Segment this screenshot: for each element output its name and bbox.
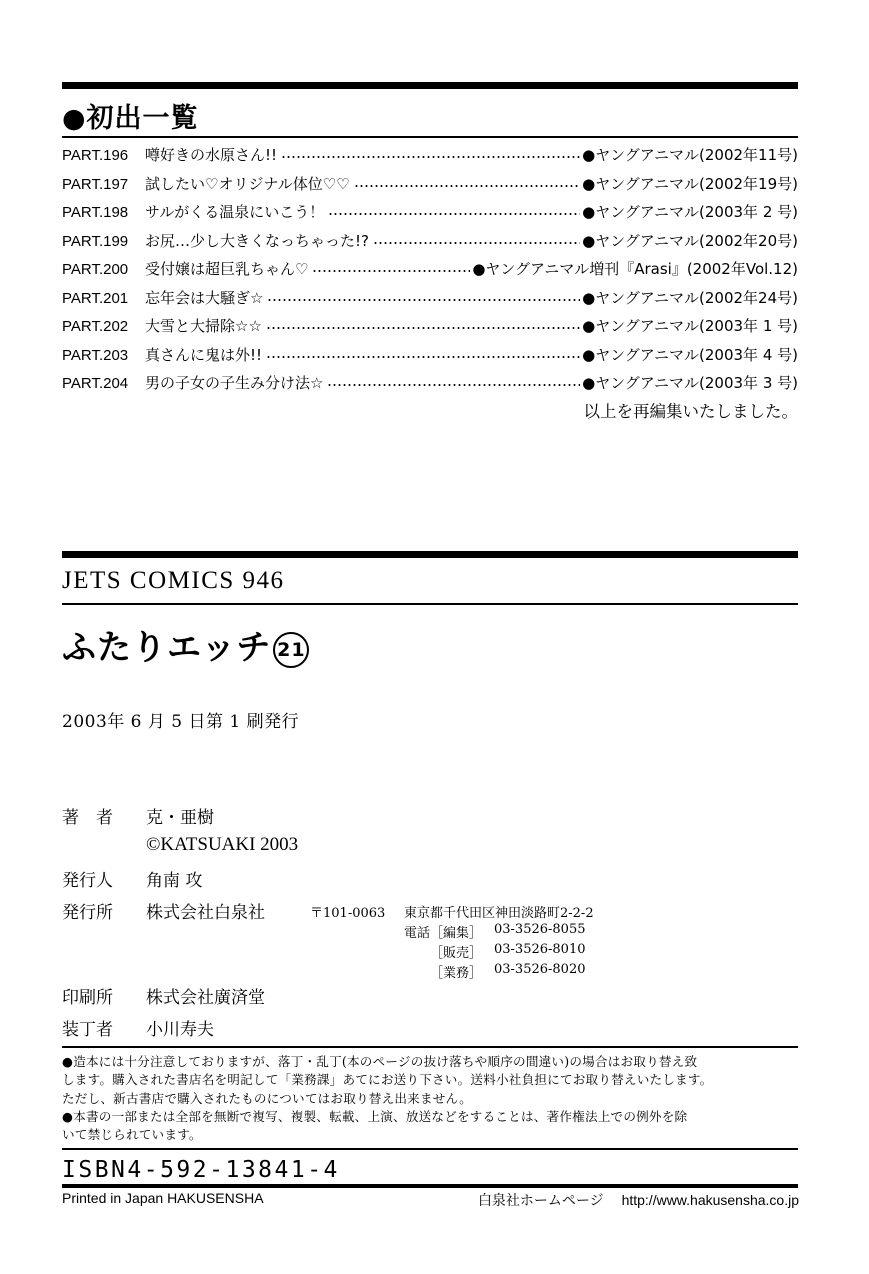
isbn: ISBN4-592-13841-4 [62, 1157, 340, 1183]
list-item [62, 287, 798, 316]
book-title-text: ふたりエッチ [62, 628, 272, 668]
postal-code: 〒101-0063 [310, 906, 386, 921]
chapter-title: サルがくる温泉にいこう！ [145, 203, 325, 221]
phone-number: 03-3526-8055 [494, 922, 586, 937]
phone-dept: ［編集］ [430, 926, 483, 941]
notice-top-rule [62, 1046, 798, 1048]
chapter-title: 噂好きの水原さん!! [145, 146, 278, 164]
part-number: PART.204 [62, 375, 129, 392]
notice-line: いて禁じられています。 [62, 1127, 202, 1143]
list-item [62, 372, 798, 401]
series-underline [62, 603, 798, 605]
phone-label: 電話 [404, 926, 431, 941]
chapter-title: お尻…少し大きくなっちゃった!? [145, 231, 369, 250]
publisher-person: 角南 攻 [146, 871, 203, 891]
chapter-title: 男の子女の子生み分け法☆ [145, 374, 324, 392]
list-item [62, 315, 798, 344]
list-item [62, 344, 798, 373]
source-magazine: ●ヤングアニマル(2003年 2 号) [582, 203, 798, 221]
source-magazine: ●ヤングアニマル(2003年 4 号) [582, 345, 798, 364]
title-underline [62, 136, 798, 138]
notice-line: ●造本には十分注意しておりますが、落丁・乱丁(本のページの抜け落ちや順序の間違い)の場合はお取り替え致 [62, 1054, 698, 1069]
top-rule [62, 82, 798, 89]
list-item [62, 230, 798, 259]
first-appearance-list [62, 144, 798, 401]
source-magazine: ●ヤングアニマル(2002年24号) [582, 288, 798, 307]
part-number: PART.197 [62, 175, 129, 193]
source-magazine: ●ヤングアニマル増刊『Arasi』(2002年Vol.12) [472, 260, 798, 278]
source-magazine: ●ヤングアニマル(2003年 1 号) [582, 317, 798, 335]
source-magazine: ●ヤングアニマル(2002年11号) [582, 146, 798, 164]
dot-leader [267, 289, 580, 303]
notice-bottom-rule [62, 1148, 798, 1150]
chapter-title: 受付嬢は超巨乳ちゃん♡ [145, 260, 309, 278]
publisher-name: 株式会社白泉社 [146, 903, 265, 923]
list-item [62, 258, 798, 287]
list-item [62, 201, 798, 230]
part-number: PART.200 [62, 261, 129, 278]
phone-number: 03-3526-8020 [494, 962, 586, 977]
notice-line: ●本書の一部または全部を無断で複写、複製、転載、上演、放送などをすることは、著作権法上での例外を除 [62, 1108, 688, 1124]
designer-name: 小川寿夫 [146, 1020, 214, 1040]
source-magazine: ●ヤングアニマル(2002年20号) [582, 231, 798, 250]
colophon-top-rule [62, 551, 798, 558]
dot-leader [373, 232, 580, 246]
part-number: PART.203 [62, 346, 129, 364]
homepage [478, 1190, 799, 1210]
dot-leader [266, 346, 580, 360]
publisher-person-label: 発行人 [62, 871, 113, 891]
part-number: PART.201 [62, 289, 129, 307]
chapter-title: 試したい♡オリジナル体位♡♡ [145, 174, 350, 193]
chapter-title: 真さんに鬼は外!! [145, 345, 263, 364]
dot-leader [327, 374, 580, 388]
list-item [62, 173, 798, 202]
printer-label: 印刷所 [62, 988, 113, 1008]
notice-line: ただし、新古書店で購入されたものについてはお取り替え出来ません。 [62, 1090, 472, 1106]
homepage-url[interactable]: http://www.hakusensha.co.jp [621, 1192, 799, 1208]
volume-number: 21 [273, 632, 309, 668]
source-magazine: ●ヤングアニマル(2002年19号) [582, 174, 798, 193]
phone-dept: ［販売］ [430, 946, 483, 961]
homepage-label: 白泉社ホームページ [477, 1192, 604, 1208]
footer-rule [62, 1184, 798, 1188]
phone-dept: ［業務］ [430, 966, 483, 981]
book-title [62, 620, 309, 669]
address: 東京都千代田区神田淡路町2-2-2 [404, 906, 594, 921]
series-label: JETS COMICS 946 [62, 567, 285, 594]
source-magazine: ●ヤングアニマル(2003年 3 号) [582, 374, 798, 392]
designer-label: 装丁者 [62, 1020, 113, 1040]
notice-block [62, 1053, 802, 1144]
chapter-title: 大雪と大掃除☆☆ [145, 317, 262, 335]
part-number: PART.196 [62, 147, 129, 164]
reedit-note: 以上を再編集いたしました。 [583, 402, 798, 421]
printer-name: 株式会社廣済堂 [146, 988, 265, 1008]
dot-leader [312, 260, 470, 274]
author-name: 克・亜樹 [146, 808, 214, 828]
chapter-title: 忘年会は大騒ぎ☆ [145, 288, 264, 307]
dot-leader [328, 203, 580, 217]
author-label: 著 者 [62, 808, 113, 828]
copyright: ©KATSUAKI 2003 [146, 834, 299, 855]
part-number: PART.198 [62, 204, 129, 221]
publisher-label: 発行所 [62, 903, 113, 923]
dot-leader [354, 175, 581, 189]
printed-in: Printed in Japan HAKUSENSHA [62, 1190, 264, 1206]
part-number: PART.199 [62, 232, 129, 250]
publish-date: 2003年 6 月 5 日第 1 刷発行 [62, 712, 300, 732]
dot-leader [281, 146, 580, 160]
dot-leader [266, 317, 580, 331]
notice-line: します。購入された書店名を明記して「業務課」あてにお送り下さい。送料小社負担にてお取り替えいたします。 [62, 1072, 713, 1088]
phone-number: 03-3526-8010 [494, 942, 586, 957]
first-appearance-title: ●初出一覧 [62, 103, 199, 134]
part-number: PART.202 [62, 318, 129, 335]
list-item [62, 144, 798, 173]
